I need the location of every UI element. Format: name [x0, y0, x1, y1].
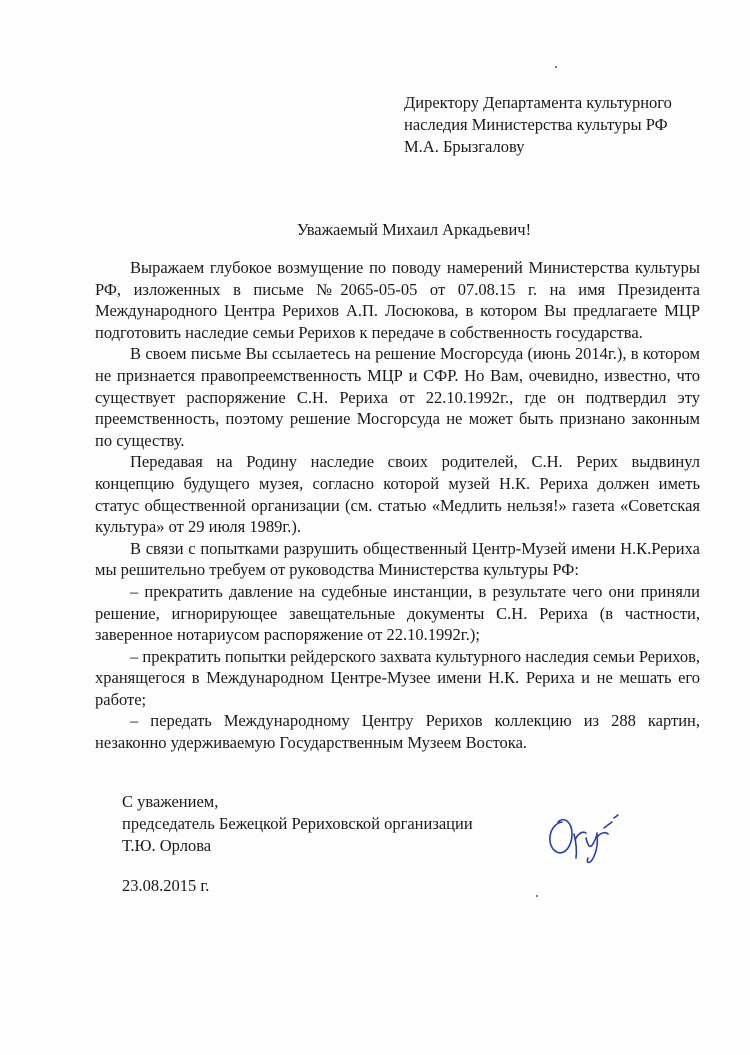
handwritten-signature — [542, 808, 642, 866]
closing-block — [122, 791, 473, 857]
letter-body — [95, 257, 700, 754]
paragraph-2: В своем письме Вы ссылаетесь на решение Мосгорсуда (июнь 2014г.), в котором не признается правопреемственность МЦР и СФР. Но Вам, очевидно, известно, что существует распоряжение С.Н. Рериха от 22.10.1992г., где он подтвердил эту преемственность, поэтому решение Мосгорсуда не может быть признано законным по существу. — [95, 344, 700, 450]
closing-line-3: Т.Ю. Орлова — [122, 836, 212, 855]
closing-line-2: председатель Бежецкой Рериховской организации — [122, 814, 473, 833]
addressee-line-1: Директору Департамента культурного — [404, 93, 672, 112]
demand-item-2: – прекратить попытки рейдерского захвата культурного наследия семьи Рерихов, хранящегося в Международном Центре-Музее имени Н.К. Рериха и не мешать его работе; — [95, 646, 700, 709]
scan-speck — [555, 66, 557, 68]
salutation — [0, 220, 750, 240]
scan-speck — [536, 895, 538, 897]
letter-date: 23.08.2015 г. — [122, 876, 210, 895]
salutation-text: Уважаемый Михаил Аркадьевич! — [296, 220, 532, 239]
closing-line-1: С уважением, — [122, 792, 219, 811]
addressee-block — [404, 92, 672, 158]
addressee-line-2: наследия Министерства культуры РФ — [404, 115, 668, 134]
addressee-line-3: М.А. Брызгалову — [404, 137, 525, 156]
demand-item-3: – передать Международному Центру Рерихов коллекцию из 288 картин, незаконно удерживаемую Государственным Музеем Востока. — [95, 711, 700, 753]
paragraph-1: Выражаем глубокое возмущение по поводу намерений Министерства культуры РФ, изложенных в письме №2065-05-05 от 07.08.15 г. на имя Президента Международного Центра Рерихов А.П. Лосюкова, в котором Вы предлагаете МЦР подготовить наследие семьи Рерихов к передаче в собственность государства. — [95, 258, 700, 342]
paragraph-4: В связи с попытками разрушить общественный Центр-Музей имени Н.К.Рериха мы решительно требуем от руководства Министерства культуры РФ: — [95, 538, 700, 580]
demand-item-1: – прекратить давление на судебные инстанции, в результате чего они приняли решение, игнорирующее завещательные документы С.Н. Рериха (в частности, заверенное нотариусом распоряжение от 22.10.1992г.); — [95, 581, 700, 645]
paragraph-3: Передавая на Родину наследие своих родителей, С.Н. Рерих выдвинул концепцию будущего музея, согласно которой музей Н.К. Рериха должен иметь статус общественной организации (см. статью «Медлить нельзя!» газета «Советская культура» от 29 июля 1989г.). — [95, 452, 700, 537]
